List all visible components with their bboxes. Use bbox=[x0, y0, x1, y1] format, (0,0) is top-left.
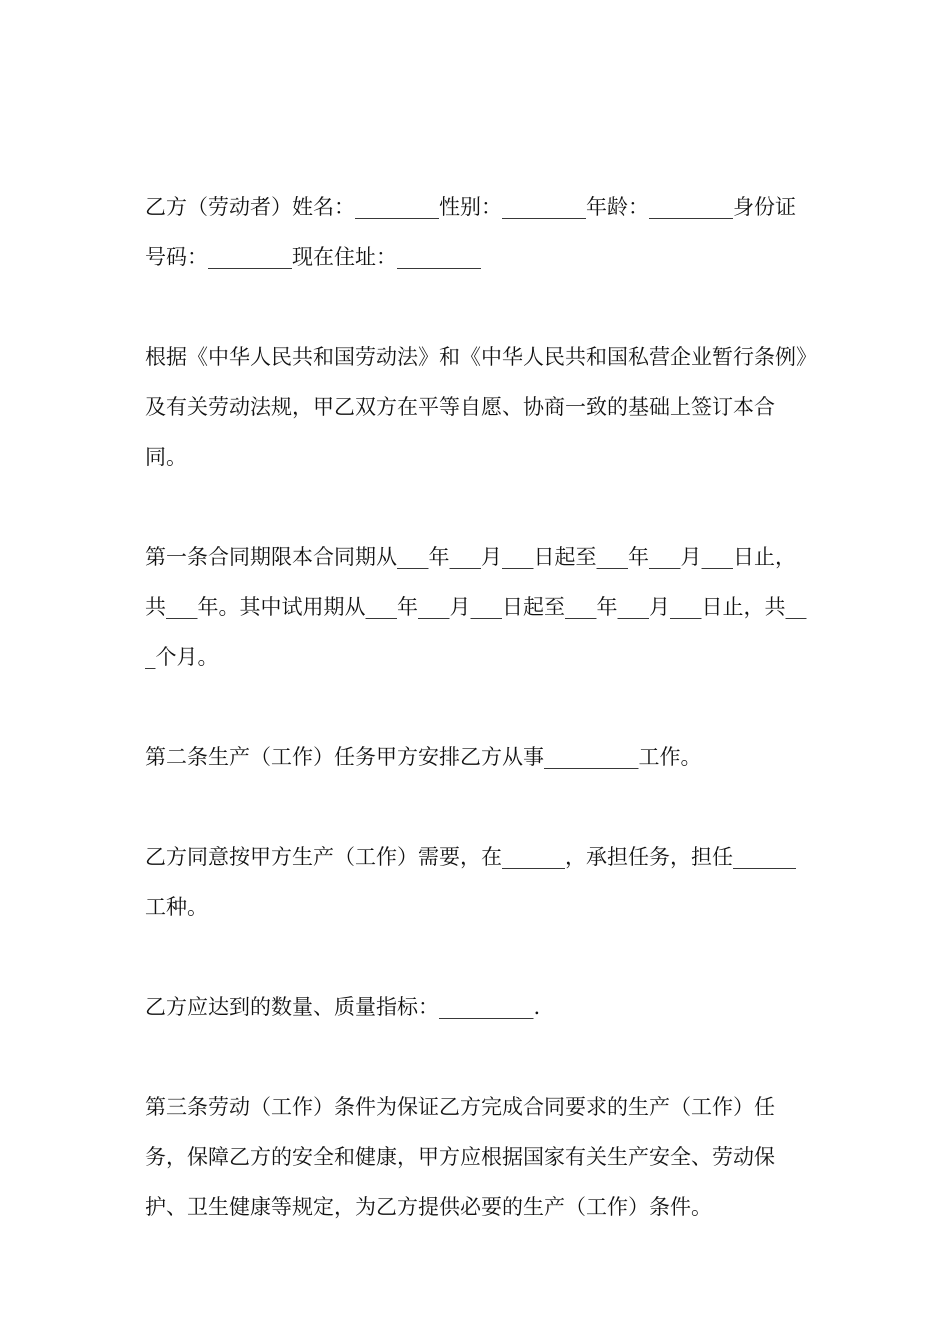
paragraph-job-assignment: 乙方同意按甲方生产（工作）需要，在______，承担任务，担任______工种。 bbox=[145, 845, 796, 919]
paragraph-article-1-term: 第一条合同期限本合同期从___年___月___日起至___年___月___日止，共___年。其中试用期从___年___月___日起至___年___月___日止，共___个月。 bbox=[145, 545, 807, 669]
paragraph-article-2-task: 第二条生产（工作）任务甲方安排乙方从事_________工作。 bbox=[145, 745, 702, 769]
paragraph-worker-info: 乙方（劳动者）姓名：________性别：________年龄：________身份证号码：________现在住址：________ bbox=[145, 195, 796, 269]
paragraph-quality-targets: 乙方应达到的数量、质量指标：_________. bbox=[145, 995, 541, 1019]
paragraph-article-3-conditions: 第三条劳动（工作）条件为保证乙方完成合同要求的生产（工作）任务，保障乙方的安全和健康，甲方应根据国家有关生产安全、劳动保护、卫生健康等规定，为乙方提供必要的生产（工作）条件。 bbox=[145, 1095, 775, 1219]
paragraph-legal-basis: 根据《中华人民共和国劳动法》和《中华人民共和国私营企业暂行条例》及有关劳动法规，甲乙双方在平等自愿、协商一致的基础上签订本合同。 bbox=[145, 345, 807, 469]
document-body bbox=[145, 182, 810, 1232]
